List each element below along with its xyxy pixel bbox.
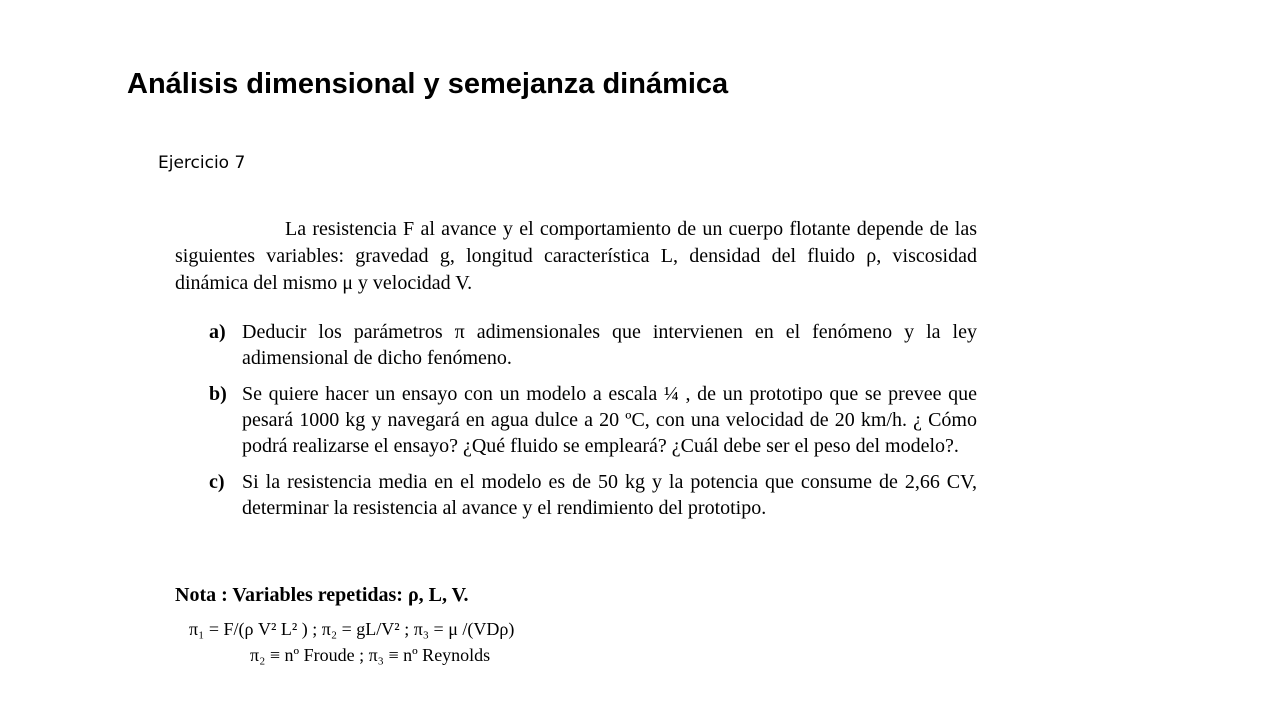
part-c	[209, 469, 977, 521]
formula-line-1: π₁ = F/(ρ V² L² ) ; π₂ = gL/V² ; π₃ = μ /(VDρ)	[189, 619, 515, 639]
part-a	[209, 319, 977, 371]
slide-title: Análisis dimensional y semejanza dinámica	[127, 68, 729, 100]
part-c-letter: c)	[209, 471, 225, 493]
part-a-text: Deducir los parámetros π adimensionales que intervienen en el fenómeno y la ley adimensional de dicho fenómeno.	[242, 321, 977, 369]
problem-parts	[209, 319, 977, 521]
part-b-text: Se quiere hacer un ensayo con un modelo a escala ¼ , de un prototipo que se prevee que pesará 1000 kg y navegará en agua dulce a 20 ºC, con una velocidad de 20 km/h. ¿ Cómo podrá realizarse el ensayo? ¿Qué fluido se empleará? ¿Cuál debe ser el peso del modelo?.	[242, 383, 977, 457]
problem-statement	[175, 216, 977, 531]
note-heading: Nota : Variables repetidas: ρ, L, V.	[175, 584, 469, 606]
part-c-text: Si la resistencia media en el modelo es de 50 kg y la potencia que consume de 2,66 CV, determinar la resistencia al avance y el rendimiento del prototipo.	[242, 471, 977, 519]
exercise-label: Ejercicio 7	[158, 153, 246, 173]
formula-line-2: π₂ ≡ nº Froude ; π₃ ≡ nº Reynolds	[250, 645, 491, 665]
part-b-letter: b)	[209, 383, 227, 405]
problem-intro: La resistencia F al avance y el comportamiento de un cuerpo flotante depende de las siguientes variables: gravedad g, longitud característica L, densidad del fluido ρ, viscosidad dinámica del mismo μ y velocidad V.	[175, 218, 977, 294]
part-a-letter: a)	[209, 321, 226, 343]
part-b	[209, 381, 977, 459]
